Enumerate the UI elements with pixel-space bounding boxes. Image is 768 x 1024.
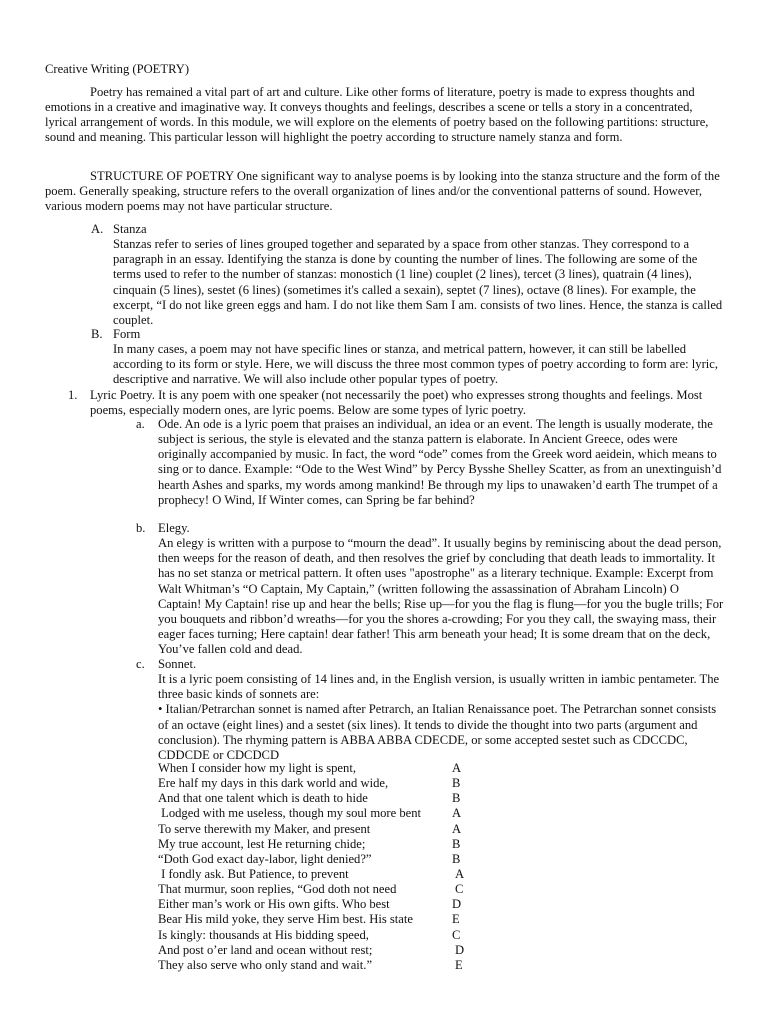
rhyme-letter: E: [452, 912, 460, 927]
rhyme-letter: A: [455, 866, 465, 881]
poem-line: [158, 761, 478, 776]
poem-line-text: My true account, lest He returning chide;: [158, 836, 366, 851]
section-b-heading: Form: [113, 327, 141, 341]
sonnet-marker: c.: [136, 657, 145, 671]
elegy-marker: b.: [136, 521, 146, 535]
elegy-heading: Elegy.: [158, 521, 190, 535]
ode-marker: a.: [136, 417, 145, 431]
rhyme-letter: D: [452, 897, 462, 912]
poem-line: [158, 776, 478, 791]
rhyme-letter: A: [452, 821, 462, 836]
section-b-marker: B.: [91, 327, 103, 341]
poem-line-text: Lodged with me useless, though my soul more bent: [158, 806, 422, 821]
poem-line: [158, 912, 478, 927]
elegy-body: An elegy is written with a purpose to “mourn the dead”. It usually begins by reminiscing about the dead person, then weeps for the reason of death, and then resolves the grief by concluding that death leads to immortality. It has no set stanza or metrical pattern. It often uses "apostrophe" as a literary technique. Example: Excerpt from Walt Whitman’s “O Captain, My Captain,” (written following the assassination of Abraham Lincoln) O Captain! My Captain! rise up and hear the bells; Rise up—for you the flag is flung—for you the bugle trills; For you bouquets and ribbon’d wreaths—for you the shores a-crowding; For you they call, the swaying mass, their eager faces turning; Here captain! dear father! This arm beneath your head; It is some dream that on the deck, You’ve fallen cold and dead.: [158, 536, 724, 657]
rhyme-letter: B: [452, 836, 461, 851]
sonnet-poem: [158, 761, 478, 973]
poem-line: [158, 867, 478, 882]
rhyme-letter: B: [452, 791, 461, 806]
lyric-marker: 1.: [68, 388, 78, 402]
poem-line-text: Is kingly: thousands at His bidding speed,: [158, 927, 369, 942]
rhyme-letter: D: [455, 942, 465, 957]
sonnet-body: It is a lyric poem consisting of 14 lines and, in the English version, is usually written in iambic pentameter. The three basic kinds of sonnets are:: [158, 672, 720, 702]
poem-line: [158, 852, 478, 867]
section-a: [113, 222, 725, 328]
poem-line: [158, 806, 478, 821]
sonnet-italian: • Italian/Petrarchan sonnet is named after Petrarch, an Italian Renaissance poet. The Petrarchan sonnet consists of an octave (eight lines) and a sestet (six lines). It tends to divide the thought into two parts (argument and conclusion). The rhyming pattern is ABBA ABBA CDECDE, or some accepted sestet such as CDCCDC, CDDCDE or CDCDCD: [158, 702, 717, 762]
poem-line-text: Bear His mild yoke, they serve Him best. His state: [158, 912, 413, 927]
poem-line: [158, 958, 478, 973]
poem-line: [158, 928, 478, 943]
poem-line: [158, 822, 478, 837]
poem-line-text: And that one talent which is death to hide: [158, 791, 368, 806]
poem-line-text: “Doth God exact day-labor, light denied?”: [158, 851, 372, 866]
poem-line: [158, 897, 478, 912]
poem-line: [158, 882, 478, 897]
rhyme-letter: C: [455, 882, 464, 897]
rhyme-letter: B: [452, 851, 461, 866]
ode-paragraph: Ode. An ode is a lyric poem that praises an individual, an idea or an event. The length is usually moderate, the subject is serious, the style is elevated and the stanza pattern is elaborate. In Ancient Greece, odes were originally accompanied by music. In fact, the word “ode” comes from the Greek word aeidein, which means to sing or to dance. Example: “Ode to the West Wind” by Percy Bysshe Shelley Scatter, as from an unextinguish’d hearth Ashes and sparks, my words among mankind! Be through my lips to unawaken’d earth The trumpet of a prophecy! O Wind, If Winter comes, can Spring be far behind?: [158, 417, 722, 507]
poem-line-text: And post o’er land and ocean without rest;: [158, 942, 373, 957]
document-title: Creative Writing (POETRY): [45, 62, 190, 76]
poem-line: [158, 943, 478, 958]
section-a-marker: A.: [91, 222, 104, 236]
poem-line-text: They also serve who only stand and wait.”: [158, 957, 373, 972]
rhyme-letter: A: [452, 806, 462, 821]
rhyme-letter: E: [455, 957, 463, 972]
section-b: [113, 327, 725, 388]
poem-line-text: That murmur, soon replies, “God doth not need: [158, 882, 397, 897]
sonnet-heading: Sonnet.: [158, 657, 197, 671]
sonnet-section: [158, 657, 725, 763]
intro-paragraph: Poetry has remained a vital part of art and culture. Like other forms of literature, poetry is made to express thoughts and emotions in a creative and imaginative way. It conveys thoughts and feelings, describes a scene or tells a story in a concentrated, lyrical arrangement of words. In this module, we will explore on the elements of poetry based on the following partitions: structure, sound and meaning. This particular lesson will highlight the poetry according to structure namely stanza and form.: [45, 85, 709, 145]
section-a-heading: Stanza: [113, 222, 147, 236]
elegy-section: [158, 521, 725, 657]
poem-line: [158, 837, 478, 852]
poem-line-text: To serve therewith my Maker, and present: [158, 821, 371, 836]
poem-line-text: I fondly ask. But Patience, to prevent: [158, 866, 349, 881]
poem-line-text: Ere half my days in this dark world and wide,: [158, 776, 389, 791]
rhyme-letter: A: [452, 761, 462, 775]
rhyme-letter: B: [452, 776, 461, 791]
poem-line-text: When I consider how my light is spent,: [158, 761, 356, 775]
poem-line-text: Either man’s work or His own gifts. Who best: [158, 897, 390, 912]
poem-line: [158, 791, 478, 806]
section-a-body: Stanzas refer to series of lines grouped together and separated by a space from other stanzas. They correspond to a paragraph in an essay. Identifying the stanza is done by counting the number of lines. The following are some of the terms used to refer to the number of stanzas: monostich (1 line) couplet (2 lines), tercet (3 lines), quatrain (4 lines), cinquain (5 lines), sestet (6 lines) (sometimes it's called a sexain), septet (7 lines), octave (8 lines). For example, the excerpt, “I do not like green eggs and ham. I do not like them Sam I am. consists of two lines. Hence, the stanza is called couplet.: [113, 237, 723, 327]
structure-paragraph: STRUCTURE OF POETRY One significant way to analyse poems is by looking into the stanza structure and the form of the poem. Generally speaking, structure refers to the overall organization of lines and/or the conventional patterns of sound. However, various modern poems may not have particular structure.: [45, 169, 720, 214]
section-b-body: In many cases, a poem may not have specific lines or stanza, and metrical pattern, however, it can still be labelled according to its form or style. Here, we will discuss the three most common types of poetry according to form are: lyric, descriptive and narrative. We will also include other popular types of poetry.: [113, 342, 719, 387]
lyric-paragraph: Lyric Poetry. It is any poem with one speaker (not necessarily the poet) who expresses strong thoughts and feelings. Most poems, especially modern ones, are lyric poems. Below are some types of lyric poetry.: [90, 388, 703, 418]
rhyme-letter: C: [452, 927, 461, 942]
